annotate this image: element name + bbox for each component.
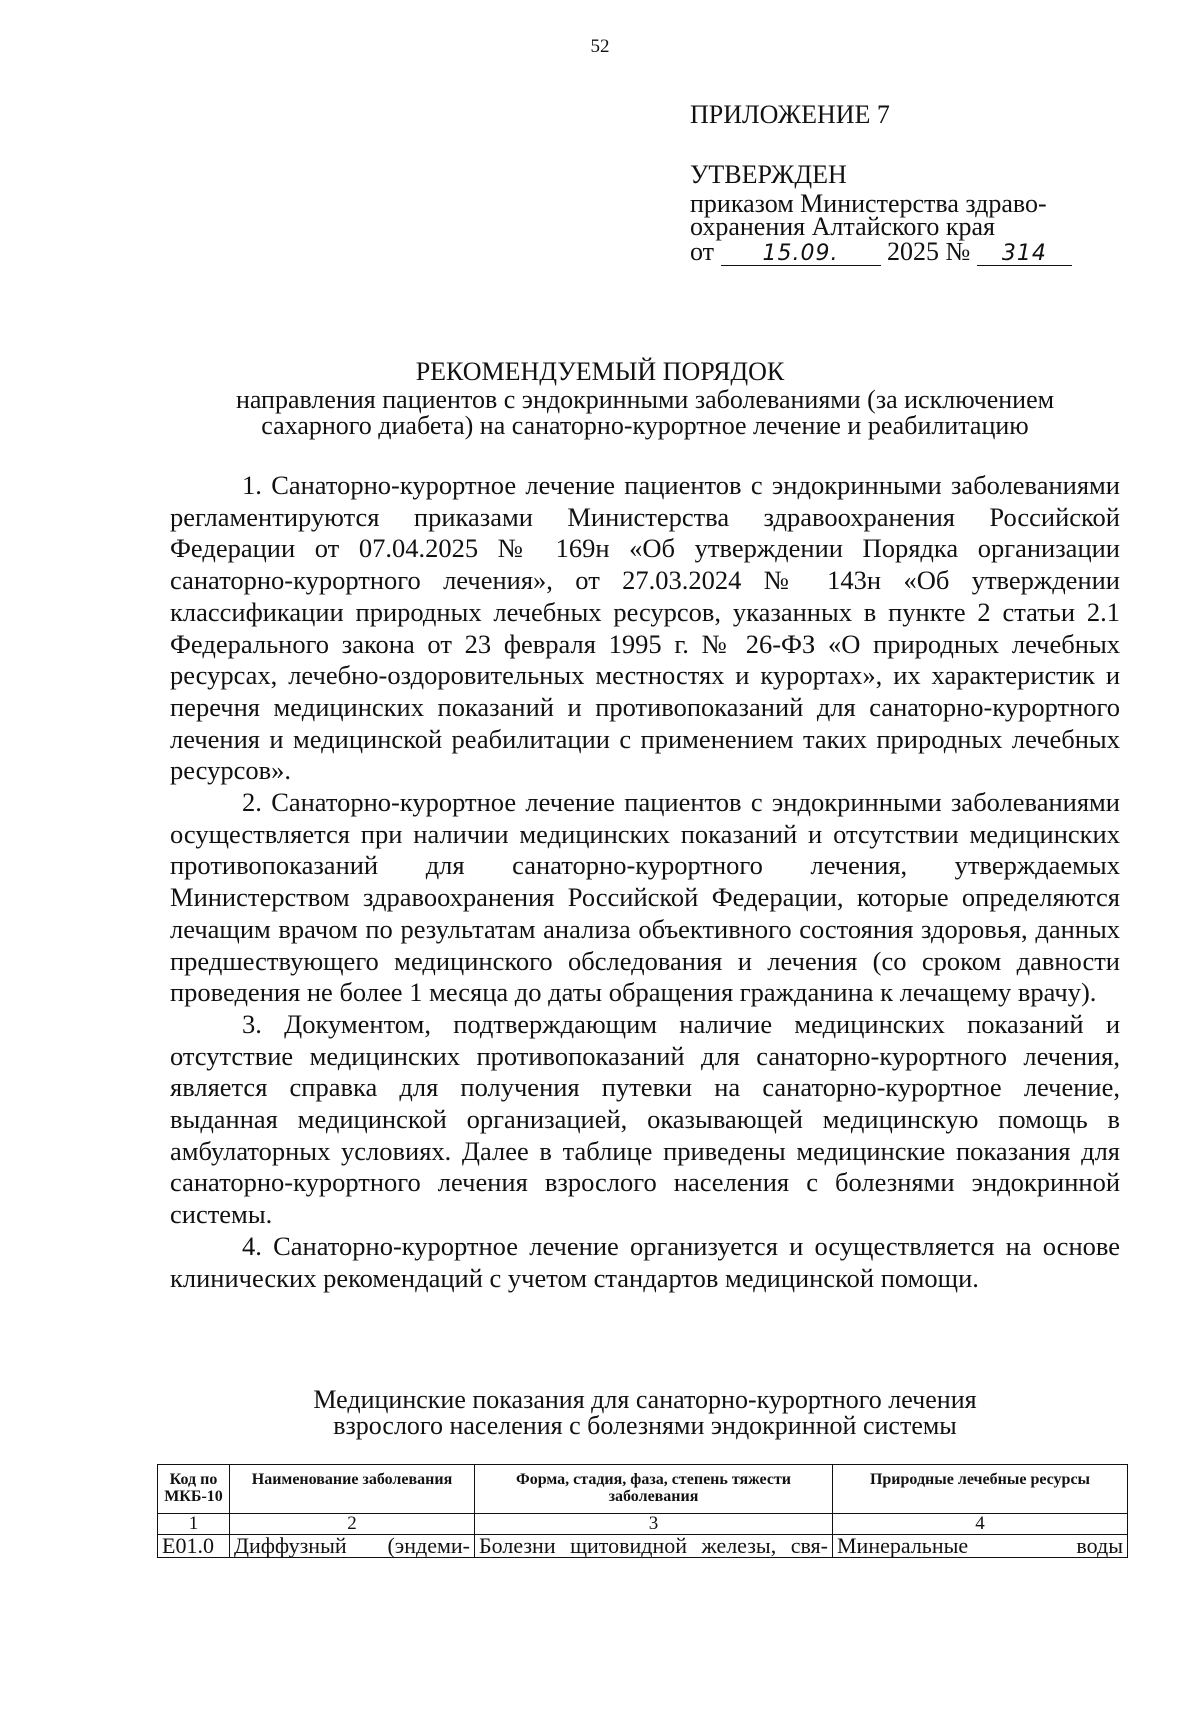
- paragraph: 3. Документом, подтверждающим наличие медицинских показаний и отсутствие медицинских противопоказаний для санаторно-курортного лечения, является справка для получения путевки на санаторно-курортное лечение, выданная медицинской организацией, оказывающей медицинскую помощь в амбулаторных условиях. Далее в таблице приведены медицинские показания для санаторно-курортного лечения взрослого населения с болезнями эндокринной системы.: [170, 1008, 1120, 1230]
- column-header-code: Код по МКБ-10: [158, 1465, 230, 1514]
- document-body: [170, 470, 1120, 1294]
- column-number: 2: [230, 1514, 475, 1535]
- order-date-line: [690, 237, 1090, 266]
- column-number: 3: [475, 1514, 833, 1535]
- approval-block: [690, 160, 1090, 266]
- table-header-row: [158, 1465, 1128, 1514]
- column-header-disease: Наименование заболевания: [230, 1465, 475, 1514]
- table-cell: Диффузный (эндеми-: [230, 1535, 475, 1558]
- document-title: РЕКОМЕНДУЕМЫЙ ПОРЯДОК: [415, 357, 785, 386]
- approved-label: УТВЕРЖДЕН: [690, 160, 847, 189]
- table-cell: Минеральные воды: [833, 1535, 1128, 1558]
- table-title-line: Медицинские показания для санаторно-курортного лечения: [313, 1385, 977, 1414]
- handwritten-date: 15.09.: [721, 242, 881, 266]
- column-header-form: Форма, стадия, фаза, степень тяжести заболевания: [475, 1465, 833, 1514]
- handwritten-order-number: 314: [977, 242, 1072, 266]
- subtitle-line: сахарного диабета) на санаторно-курортное лечение и реабилитацию: [261, 411, 1029, 440]
- date-prefix: от: [690, 237, 715, 266]
- table-cell: Болезни щитовидной железы, свя-: [475, 1535, 833, 1558]
- table-row: [158, 1535, 1128, 1558]
- table-title-line: взрослого населения с болезнями эндокринной системы: [333, 1411, 957, 1440]
- paragraph: 4. Санаторно-курортное лечение организуется и осуществляется на основе клинических рекомендаций с учетом стандартов медицинской помощи.: [170, 1230, 1120, 1293]
- paragraph: 2. Санаторно-курортное лечение пациентов с эндокринными заболеваниями осуществляется при наличии медицинских показаний и отсутствии медицинских противопоказаний для санаторно-курортного лечения, утверждаемых Министерством здравоохранения Российской Федерации, которые определяются лечащим врачом по результатам анализа объективного состояния здоровья, данных предшествующего медицинского обследования и лечения (со сроком давности проведения не более 1 месяца до даты обращения гражданина к лечащему врачу).: [170, 787, 1120, 1008]
- column-number: 1: [158, 1514, 230, 1535]
- column-header-resources: Природные лечебные ресурсы: [833, 1465, 1128, 1514]
- order-year: 2025 №: [887, 237, 971, 266]
- column-number: 4: [833, 1514, 1128, 1535]
- approved-by-line: приказом Министерства здраво-: [690, 189, 1047, 218]
- document-subtitle: [150, 387, 1140, 439]
- appendix-heading: ПРИЛОЖЕНИЕ 7: [690, 100, 890, 129]
- approved-by-line: охранения Алтайского края: [690, 212, 996, 241]
- table-cell: E01.0: [158, 1535, 230, 1558]
- indications-table: [157, 1464, 1128, 1558]
- page-number: 52: [590, 36, 610, 57]
- table-title: [150, 1387, 1140, 1439]
- subtitle-line: направления пациентов с эндокринными заболеваниями (за исключением: [235, 385, 1055, 414]
- paragraph: 1. Санаторно-курортное лечение пациентов с эндокринными заболеваниями регламентируются приказами Министерства здравоохранения Российской Федерации от 07.04.2025 № 169н «Об утверждении Порядка организации санаторно-курортного лечения», от 27.03.2024 № 143н «Об утверждении классификации природных лечебных ресурсов, указанных в пункте 2 статьи 2.1 Федерального закона от 23 февраля 1995 г. № 26-ФЗ «О природных лечебных ресурсах, лечебно-оздоровительных местностях и курортах», их характеристик и перечня медицинских показаний и противопоказаний для санаторно-курортного лечения и медицинской реабилитации с применением таких природных лечебных ресурсов».: [170, 470, 1120, 786]
- column-number-row: [158, 1514, 1128, 1535]
